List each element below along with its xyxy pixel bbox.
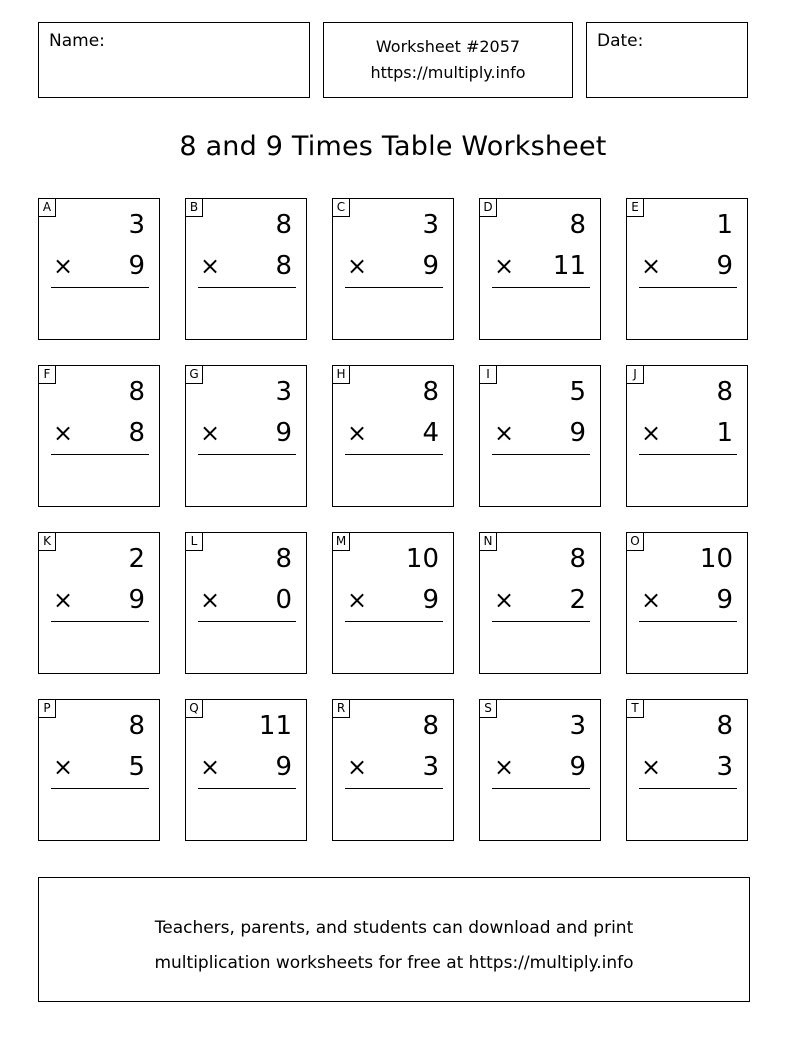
multiplicand: 8	[128, 377, 145, 407]
problem-rows	[480, 539, 600, 621]
problem-rows	[333, 372, 453, 454]
problem-item[interactable]	[38, 365, 160, 507]
multiplier: 9	[275, 752, 292, 782]
answer-rule	[345, 788, 443, 789]
multiplier: 9	[569, 418, 586, 448]
answer-rule	[51, 788, 149, 789]
problem-top-row	[186, 205, 306, 246]
multiply-icon: ×	[347, 419, 368, 447]
problem-top-row	[39, 539, 159, 580]
problem-top-row	[39, 372, 159, 413]
date-box[interactable]	[586, 22, 748, 98]
multiplier: 9	[422, 585, 439, 615]
multiply-icon: ×	[53, 252, 74, 280]
problem-rows	[627, 205, 747, 287]
problem-rows	[627, 539, 747, 621]
answer-rule	[492, 788, 590, 789]
problem-bottom-row	[39, 413, 159, 454]
problem-rows	[186, 539, 306, 621]
problem-item[interactable]	[332, 699, 454, 841]
multiplier: 8	[275, 251, 292, 281]
multiplier: 3	[422, 752, 439, 782]
problem-item[interactable]	[479, 365, 601, 507]
problem-item[interactable]	[479, 699, 601, 841]
multiply-icon: ×	[641, 753, 662, 781]
worksheet-info-box	[323, 22, 573, 98]
answer-rule	[492, 621, 590, 622]
problem-bottom-row	[333, 413, 453, 454]
problem-label: H	[332, 365, 350, 384]
problem-label: G	[185, 365, 203, 384]
answer-rule	[492, 454, 590, 455]
answer-rule	[345, 621, 443, 622]
problem-item[interactable]	[185, 365, 307, 507]
multiply-icon: ×	[494, 419, 515, 447]
problem-top-row	[480, 372, 600, 413]
multiplicand: 3	[569, 711, 586, 741]
multiplicand: 10	[405, 544, 439, 574]
problem-bottom-row	[186, 747, 306, 788]
problem-rows	[186, 372, 306, 454]
multiply-icon: ×	[53, 586, 74, 614]
page-title: 8 and 9 Times Table Worksheet	[179, 131, 607, 162]
problem-rows	[480, 706, 600, 788]
problem-label: C	[332, 198, 350, 217]
problem-bottom-row	[480, 580, 600, 621]
multiplicand: 8	[422, 711, 439, 741]
problem-label: B	[185, 198, 203, 217]
answer-rule	[492, 287, 590, 288]
name-label: Name:	[49, 31, 105, 51]
worksheet-url: https://multiply.info	[370, 63, 526, 82]
answer-rule	[639, 788, 737, 789]
multiplicand: 3	[275, 377, 292, 407]
name-box[interactable]	[38, 22, 310, 98]
problem-top-row	[480, 539, 600, 580]
problem-top-row	[627, 539, 747, 580]
multiplier: 9	[569, 752, 586, 782]
problem-top-row	[39, 706, 159, 747]
problem-item[interactable]	[626, 699, 748, 841]
problem-label: J	[626, 365, 644, 384]
problem-label: M	[332, 532, 350, 551]
problem-rows	[480, 372, 600, 454]
multiply-icon: ×	[494, 252, 515, 280]
multiplier: 9	[716, 585, 733, 615]
multiplicand: 8	[716, 711, 733, 741]
problem-top-row	[186, 539, 306, 580]
multiplier: 9	[422, 251, 439, 281]
multiplier: 9	[128, 251, 145, 281]
multiplier: 4	[422, 418, 439, 448]
problem-rows	[333, 539, 453, 621]
problem-top-row	[186, 706, 306, 747]
problem-bottom-row	[39, 747, 159, 788]
problem-label: N	[479, 532, 497, 551]
problem-label: A	[38, 198, 56, 217]
problem-item[interactable]	[332, 198, 454, 340]
answer-rule	[198, 788, 296, 789]
problem-label: S	[479, 699, 497, 718]
problem-item[interactable]	[38, 532, 160, 674]
problem-bottom-row	[333, 747, 453, 788]
problem-rows	[39, 539, 159, 621]
problem-item[interactable]	[626, 365, 748, 507]
multiplier: 0	[275, 585, 292, 615]
answer-rule	[639, 621, 737, 622]
problem-rows	[480, 205, 600, 287]
problem-bottom-row	[39, 580, 159, 621]
multiply-icon: ×	[494, 586, 515, 614]
problem-top-row	[627, 372, 747, 413]
problem-rows	[627, 706, 747, 788]
multiplier: 9	[128, 585, 145, 615]
multiplicand: 10	[699, 544, 733, 574]
problem-label: R	[332, 699, 350, 718]
problem-item[interactable]	[185, 699, 307, 841]
multiplier: 9	[275, 418, 292, 448]
problem-item[interactable]	[38, 699, 160, 841]
answer-rule	[345, 454, 443, 455]
problem-top-row	[480, 205, 600, 246]
footer-note	[38, 877, 750, 1002]
answer-rule	[51, 454, 149, 455]
problem-rows	[627, 372, 747, 454]
problem-label: K	[38, 532, 56, 551]
problem-bottom-row	[39, 246, 159, 287]
multiplicand: 3	[422, 210, 439, 240]
problem-top-row	[333, 372, 453, 413]
multiplier: 1	[716, 418, 733, 448]
problem-item[interactable]	[332, 365, 454, 507]
problem-bottom-row	[480, 747, 600, 788]
problem-bottom-row	[627, 246, 747, 287]
multiplicand: 8	[569, 544, 586, 574]
problem-bottom-row	[186, 246, 306, 287]
answer-rule	[345, 287, 443, 288]
multiplicand: 1	[716, 210, 733, 240]
problem-label: L	[185, 532, 203, 551]
multiplicand: 11	[258, 711, 292, 741]
problem-bottom-row	[186, 580, 306, 621]
multiply-icon: ×	[641, 419, 662, 447]
problem-top-row	[39, 205, 159, 246]
problem-top-row	[186, 372, 306, 413]
problem-bottom-row	[627, 580, 747, 621]
multiply-icon: ×	[347, 753, 368, 781]
problem-top-row	[333, 706, 453, 747]
multiply-icon: ×	[347, 586, 368, 614]
multiply-icon: ×	[641, 252, 662, 280]
problem-label: F	[38, 365, 56, 384]
problem-rows	[333, 205, 453, 287]
multiplicand: 5	[569, 377, 586, 407]
multiplier: 2	[569, 585, 586, 615]
problem-bottom-row	[480, 246, 600, 287]
multiply-icon: ×	[200, 419, 221, 447]
problem-item[interactable]	[185, 532, 307, 674]
problem-item[interactable]	[332, 532, 454, 674]
answer-rule	[51, 621, 149, 622]
answer-rule	[639, 454, 737, 455]
multiplicand: 8	[569, 210, 586, 240]
answer-rule	[51, 287, 149, 288]
multiplicand: 8	[422, 377, 439, 407]
answer-rule	[198, 621, 296, 622]
problem-top-row	[333, 205, 453, 246]
problem-label: I	[479, 365, 497, 384]
problem-item[interactable]	[38, 198, 160, 340]
problem-label: D	[479, 198, 497, 217]
problem-rows	[186, 706, 306, 788]
problem-item[interactable]	[479, 198, 601, 340]
multiplicand: 3	[128, 210, 145, 240]
problem-item[interactable]	[626, 198, 748, 340]
problem-bottom-row	[627, 413, 747, 454]
problem-rows	[39, 706, 159, 788]
problem-top-row	[627, 706, 747, 747]
problem-grid	[38, 198, 750, 841]
multiplier: 11	[552, 251, 586, 281]
problem-label: O	[626, 532, 644, 551]
multiplier: 3	[716, 752, 733, 782]
problem-top-row	[480, 706, 600, 747]
multiply-icon: ×	[641, 586, 662, 614]
worksheet-id: Worksheet #2057	[375, 37, 521, 56]
multiplier: 9	[716, 251, 733, 281]
multiply-icon: ×	[200, 586, 221, 614]
multiplier: 5	[128, 752, 145, 782]
problem-bottom-row	[333, 246, 453, 287]
problem-rows	[39, 205, 159, 287]
problem-item[interactable]	[185, 198, 307, 340]
problem-top-row	[333, 539, 453, 580]
problem-item[interactable]	[626, 532, 748, 674]
problem-label: T	[626, 699, 644, 718]
multiply-icon: ×	[53, 419, 74, 447]
answer-rule	[639, 287, 737, 288]
problem-bottom-row	[333, 580, 453, 621]
multiplicand: 8	[716, 377, 733, 407]
multiplicand: 8	[275, 210, 292, 240]
multiplicand: 2	[128, 544, 145, 574]
problem-label: P	[38, 699, 56, 718]
multiply-icon: ×	[347, 252, 368, 280]
problem-label: Q	[185, 699, 203, 718]
header-row	[38, 22, 748, 98]
footer-line-1: Teachers, parents, and students can download and print	[154, 918, 634, 938]
problem-rows	[39, 372, 159, 454]
answer-rule	[198, 454, 296, 455]
problem-bottom-row	[480, 413, 600, 454]
multiplicand: 8	[128, 711, 145, 741]
multiply-icon: ×	[200, 753, 221, 781]
problem-item[interactable]	[479, 532, 601, 674]
date-label: Date:	[597, 31, 644, 51]
multiplier: 8	[128, 418, 145, 448]
footer-line-2: multiplication worksheets for free at https://multiply.info	[154, 953, 634, 973]
problem-bottom-row	[186, 413, 306, 454]
problem-bottom-row	[627, 747, 747, 788]
multiply-icon: ×	[53, 753, 74, 781]
answer-rule	[198, 287, 296, 288]
multiplicand: 8	[275, 544, 292, 574]
multiply-icon: ×	[494, 753, 515, 781]
multiply-icon: ×	[200, 252, 221, 280]
problem-label: E	[626, 198, 644, 217]
problem-rows	[333, 706, 453, 788]
problem-rows	[186, 205, 306, 287]
problem-top-row	[627, 205, 747, 246]
